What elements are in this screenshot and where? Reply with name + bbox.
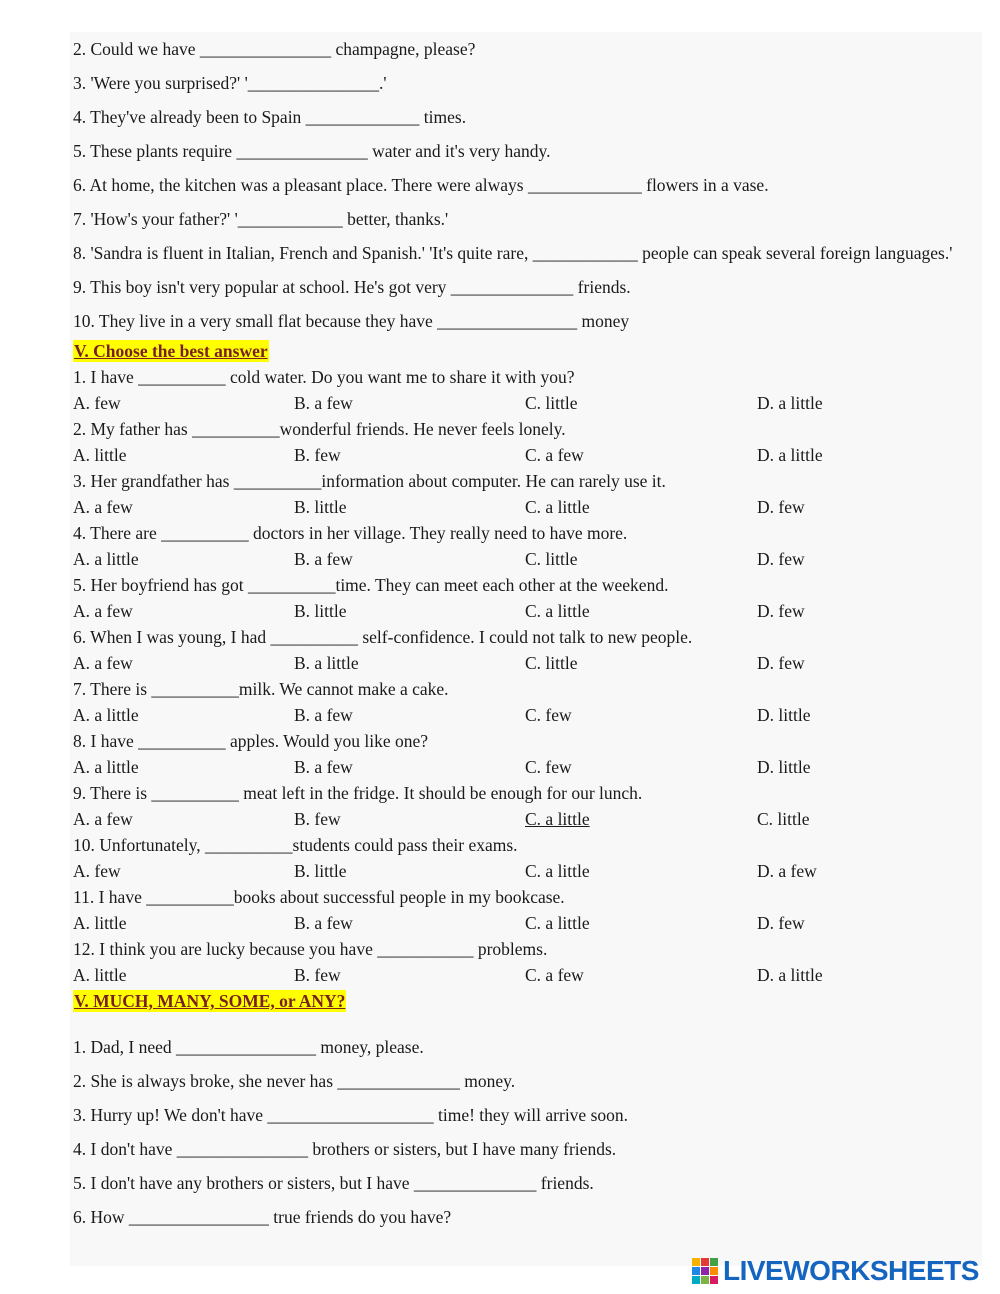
mcq-options-row xyxy=(73,806,978,832)
mcq-options-row xyxy=(73,754,978,780)
mcq-question: 10. Unfortunately, __________students could pass their exams. xyxy=(73,835,518,855)
section-choose-heading-row xyxy=(73,338,978,364)
mcq-question: 3. Her grandfather has __________information about computer. He can rarely use it. xyxy=(73,471,666,491)
mcq-option-b[interactable]: B. few xyxy=(294,445,341,465)
mcq-option-a[interactable]: A. a few xyxy=(73,601,133,621)
mcq-option-b[interactable]: B. a little xyxy=(294,653,359,673)
mcq-option-c[interactable]: C. little xyxy=(525,393,578,413)
mcq-option-b[interactable]: B. little xyxy=(294,497,347,517)
quantifier-item-1: 1. Dad, I need ________________ money, please. xyxy=(73,1037,424,1057)
mcq-option-c[interactable]: C. little xyxy=(525,653,578,673)
mcq-option-a[interactable]: A. a few xyxy=(73,809,133,829)
mcq-option-d[interactable]: D. few xyxy=(757,549,805,569)
mcq-option-d[interactable]: D. few xyxy=(757,601,805,621)
mcq-question: 11. I have __________books about successful people in my bookcase. xyxy=(73,887,565,907)
fill-item-5: 5. These plants require _______________ water and it's very handy. xyxy=(73,141,551,161)
quantifier-item-2: 2. She is always broke, she never has ______________ money. xyxy=(73,1071,516,1091)
mcq-question: 5. Her boyfriend has got __________time. They can meet each other at the weekend. xyxy=(73,575,669,595)
fill-item-8: 8. 'Sandra is fluent in Italian, French and Spanish.' 'It's quite rare, ____________ people can speak several foreign languages.' xyxy=(73,243,953,263)
fill-item-4: 4. They've already been to Spain _____________ times. xyxy=(73,107,467,127)
mcq-question: 9. There is __________ meat left in the fridge. It should be enough for our lunch. xyxy=(73,783,643,803)
mcq-option-d[interactable]: D. few xyxy=(757,653,805,673)
mcq-question: 6. When I was young, I had __________ self-confidence. I could not talk to new people. xyxy=(73,627,693,647)
worksheet-content xyxy=(73,32,978,1234)
mcq-option-a[interactable]: A. a little xyxy=(73,705,139,725)
fill-item-10: 10. They live in a very small flat because they have ________________ money xyxy=(73,311,630,331)
mcq-option-a[interactable]: A. a little xyxy=(73,757,139,777)
mcq-question: 7. There is __________milk. We cannot make a cake. xyxy=(73,679,449,699)
mcq-list xyxy=(73,364,978,988)
quantifier-item-6: 6. How ________________ true friends do you have? xyxy=(73,1207,452,1227)
mcq-option-b[interactable]: B. a few xyxy=(294,549,353,569)
mcq-option-c[interactable]: C. little xyxy=(525,549,578,569)
fill-item-9: 9. This boy isn't very popular at school. He's got very ______________ friends. xyxy=(73,277,631,297)
mcq-question: 2. My father has __________wonderful friends. He never feels lonely. xyxy=(73,419,566,439)
mcq-option-b[interactable]: B. little xyxy=(294,861,347,881)
logo-wordmark: LIVEWORKSHEETS xyxy=(723,1255,979,1286)
mcq-option-c[interactable]: C. a little xyxy=(525,497,590,517)
mcq-option-a[interactable]: A. a few xyxy=(73,497,133,517)
mcq-option-b[interactable]: B. few xyxy=(294,965,341,985)
mcq-option-b[interactable]: B. a few xyxy=(294,393,353,413)
mcq-options-row xyxy=(73,390,978,416)
mcq-option-a[interactable]: A. a little xyxy=(73,549,139,569)
mcq-option-c[interactable]: C. few xyxy=(525,705,572,725)
mcq-option-a[interactable]: A. few xyxy=(73,393,121,413)
mcq-question: 4. There are __________ doctors in her village. They really need to have more. xyxy=(73,523,628,543)
mcq-option-a[interactable]: A. little xyxy=(73,965,127,985)
mcq-options-row xyxy=(73,494,978,520)
mcq-option-d[interactable]: D. a little xyxy=(757,965,823,985)
mcq-options-row xyxy=(73,702,978,728)
liveworksheets-logo xyxy=(692,1254,979,1288)
section-heading: V. Choose the best answer xyxy=(74,341,268,361)
mcq-option-a[interactable]: A. a few xyxy=(73,653,133,673)
fill-item-3: 3. 'Were you surprised?' '_______________.' xyxy=(73,73,387,93)
mcq-option-a[interactable]: A. little xyxy=(73,445,127,465)
mcq-option-b[interactable]: B. a few xyxy=(294,913,353,933)
liveworksheets-logo-icon xyxy=(692,1258,720,1284)
mcq-options-row xyxy=(73,546,978,572)
mcq-options-row xyxy=(73,650,978,676)
mcq-option-d[interactable]: D. few xyxy=(757,913,805,933)
mcq-option-d[interactable]: D. little xyxy=(757,757,811,777)
mcq-options-row xyxy=(73,858,978,884)
mcq-options-row xyxy=(73,962,978,988)
mcq-options-row xyxy=(73,598,978,624)
section-heading: V. MUCH, MANY, SOME, or ANY? xyxy=(74,991,346,1011)
mcq-option-b[interactable]: B. a few xyxy=(294,757,353,777)
mcq-option-d[interactable]: D. a little xyxy=(757,393,823,413)
mcq-option-c[interactable]: C. a little xyxy=(525,601,590,621)
mcq-option-d[interactable]: D. few xyxy=(757,497,805,517)
mcq-option-b[interactable]: B. little xyxy=(294,601,347,621)
mcq-option-c[interactable]: C. a little xyxy=(525,861,590,881)
mcq-options-row xyxy=(73,910,978,936)
mcq-question: 8. I have __________ apples. Would you like one? xyxy=(73,731,429,751)
fill-item-2: 2. Could we have _______________ champagne, please? xyxy=(73,39,476,59)
quantifier-item-5: 5. I don't have any brothers or sisters, but I have ______________ friends. xyxy=(73,1173,594,1193)
fill-item-7: 7. 'How's your father?' '____________ better, thanks.' xyxy=(73,209,449,229)
mcq-option-d[interactable]: D. little xyxy=(757,705,811,725)
mcq-question: 1. I have __________ cold water. Do you want me to share it with you? xyxy=(73,367,575,387)
mcq-option-c[interactable]: C. a little xyxy=(525,913,590,933)
mcq-options-row xyxy=(73,442,978,468)
mcq-question: 12. I think you are lucky because you have ___________ problems. xyxy=(73,939,548,959)
mcq-option-c[interactable]: C. a few xyxy=(525,445,584,465)
quantifier-item-4: 4. I don't have _______________ brothers or sisters, but I have many friends. xyxy=(73,1139,617,1159)
fill-item-6: 6. At home, the kitchen was a pleasant place. There were always _____________ flowers in a vase. xyxy=(73,175,769,195)
mcq-option-c[interactable]: C. few xyxy=(525,757,572,777)
mcq-option-d[interactable]: D. a little xyxy=(757,445,823,465)
quantifier-item-3: 3. Hurry up! We don't have ___________________ time! they will arrive soon. xyxy=(73,1105,629,1125)
mcq-option-a[interactable]: A. little xyxy=(73,913,127,933)
mcq-option-b[interactable]: B. few xyxy=(294,809,341,829)
mcq-option-c[interactable]: C. a little xyxy=(525,809,590,829)
mcq-option-d[interactable]: C. little xyxy=(757,809,810,829)
section-quantifiers-heading-row xyxy=(73,988,978,1030)
mcq-option-d[interactable]: D. a few xyxy=(757,861,817,881)
mcq-option-b[interactable]: B. a few xyxy=(294,705,353,725)
mcq-option-c[interactable]: C. a few xyxy=(525,965,584,985)
mcq-option-a[interactable]: A. few xyxy=(73,861,121,881)
